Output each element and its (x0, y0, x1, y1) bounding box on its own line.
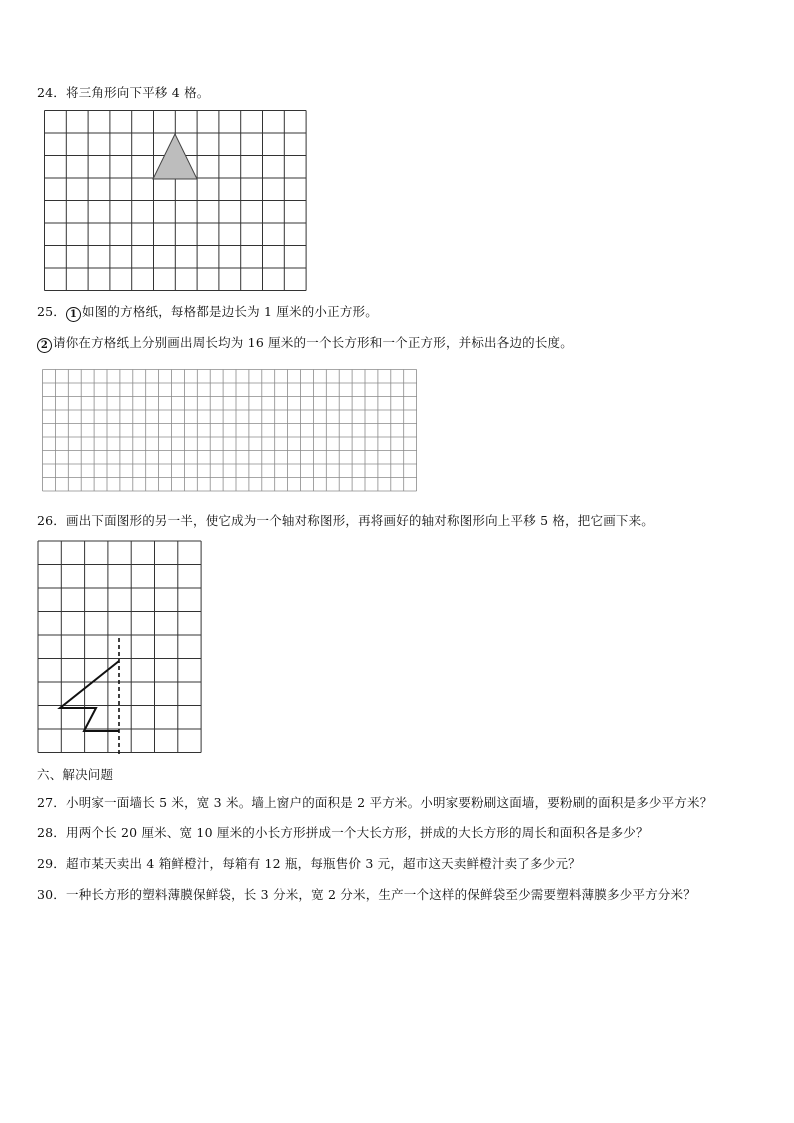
question-25-text-1: 如图的方格纸，每格都是边长为 1 厘米的小正方形。 (82, 304, 378, 319)
question-25-line1 (37, 302, 378, 322)
half-figure (60, 661, 119, 731)
gray-triangle (153, 134, 197, 179)
grid-q26 (37, 540, 207, 756)
question-25-line2 (37, 333, 573, 353)
circled-number-1: 1 (66, 307, 81, 322)
circled-number-2: 2 (37, 338, 52, 353)
section-title: 六、解决问题 (37, 767, 114, 782)
grid-q24 (44, 110, 307, 292)
problem-27: 27．小明家一面墙长 5 米，宽 3 米。墙上窗户的面积是 2 平方米。小明家要粉刷这面墙，要粉刷的面积是多少平方米？ (37, 795, 713, 810)
grid-q25 (42, 369, 419, 492)
question-26-text: 26．画出下面图形的另一半，使它成为一个轴对称图形，再将画好的轴对称图形向上平移 5 格，把它画下来。 (37, 513, 655, 528)
question-25-text-2: 请你在方格纸上分别画出周长均为 16 厘米的一个长方形和一个正方形，并标出各边的长度。 (53, 335, 573, 350)
question-24-text: 24．将三角形向下平移 4 格。 (37, 85, 210, 100)
problem-28: 28．用两个长 20 厘米、宽 10 厘米的小长方形拼成一个大长方形，拼成的大长方形的周长和面积各是多少？ (37, 825, 649, 840)
question-25-number: 25． (37, 304, 67, 319)
problem-30: 30．一种长方形的塑料薄膜保鲜袋，长 3 分米，宽 2 分米，生产一个这样的保鲜袋至少需要塑料薄膜多少平方分米？ (37, 887, 696, 902)
problem-29: 29．超市某天卖出 4 箱鲜橙汁，每箱有 12 瓶，每瓶售价 3 元，超市这天卖鲜橙汁卖了多少元？ (37, 856, 581, 871)
